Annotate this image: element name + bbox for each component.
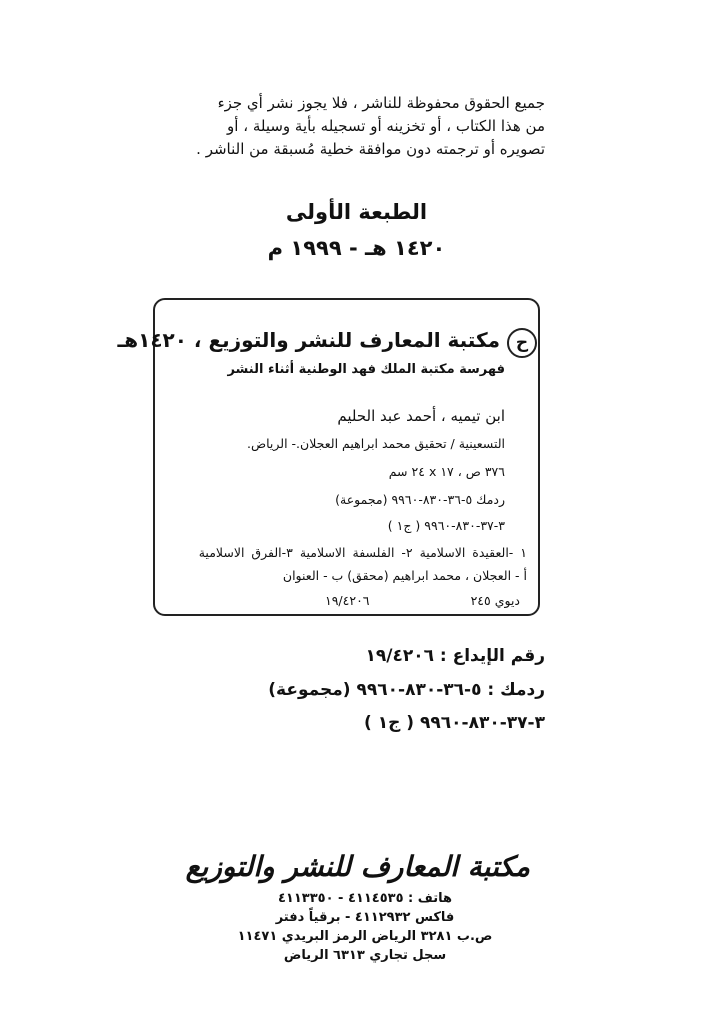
copyright-line: جميع الحقوق محفوظة للناشر ، فلا يجوز نشر أي جزء [217, 94, 545, 112]
cip-title-line: التسعينية / تحقيق محمد ابراهيم العجلان.- الرياض. [247, 436, 505, 451]
cip-dewey-number: ١٩/٤٢٠٦ [325, 593, 370, 608]
cip-added-entries: أ - العجلان ، محمد ابراهيم (محقق) ب - العنوان [282, 568, 527, 583]
publisher-phone: هاتف : ٤١١٤٥٣٥ - ٤١١٣٣٥٠ [277, 891, 453, 906]
publisher-registry: سجل تجاري ٦٣١٣ الرياض [283, 948, 447, 963]
publisher-po-box: ص.ب ٣٢٨١ الرياض الرمز البريدي ١١٤٧١ [237, 929, 493, 944]
cip-isbn-set: ردمك ٥-٣٦-٨٣٠-٩٩٦٠ (مجموعة) [335, 492, 505, 507]
copyright-notice [150, 92, 545, 161]
deposit-isbn-set: ردمك : ٥-٣٦-٨٣٠-٩٩٦٠ (مجموعة) [268, 680, 545, 700]
deposit-isbn-volume: ٣-٣٧-٨٣٠-٩٩٦٠ ( ج١ ) [364, 713, 545, 733]
cip-dewey: ديوي ٢٤٥ [470, 593, 520, 608]
publisher-logo-name: مكتبة المعارف للنشر والتوزيع [185, 850, 530, 883]
copyright-line: تصويره أو ترجمته دون موافقة خطية مُسبقة من الناشر . [196, 140, 545, 158]
deposit-number: رقم الإيداع : ١٩/٤٢٠٦ [365, 646, 545, 666]
copyright-line: من هذا الكتاب ، أو تخزينه أو تسجيله بأية وسيلة ، أو [227, 117, 545, 135]
cip-publisher: مكتبة المعارف للنشر والتوزيع ، ١٤٢٠هـ [117, 328, 500, 352]
cip-isbn-volume: ٣-٣٧-٨٣٠-٩٩٦٠ ( ج١ ) [387, 518, 505, 533]
edition-year: ١٤٢٠ هـ - ١٩٩٩ م [267, 236, 446, 260]
cip-pages: ٣٧٦ ص ، ١٧ x ٢٤ سم [388, 464, 505, 479]
cip-author: ابن تيميه ، أحمد عبد الحليم [337, 407, 505, 425]
cip-subjects: ١ -العقيدة الاسلامية ٢- الفلسفة الاسلامية ٣-الفرق الاسلامية [198, 545, 527, 560]
cip-cataloging-heading: فهرسة مكتبة الملك فهد الوطنية أثناء النشر [227, 362, 505, 377]
cip-mark: ح [507, 328, 537, 358]
edition-title: الطبعة الأولى [285, 200, 428, 224]
publisher-fax: فاكس ٤١١٢٩٣٢ - برقياً دفتر [275, 910, 455, 925]
